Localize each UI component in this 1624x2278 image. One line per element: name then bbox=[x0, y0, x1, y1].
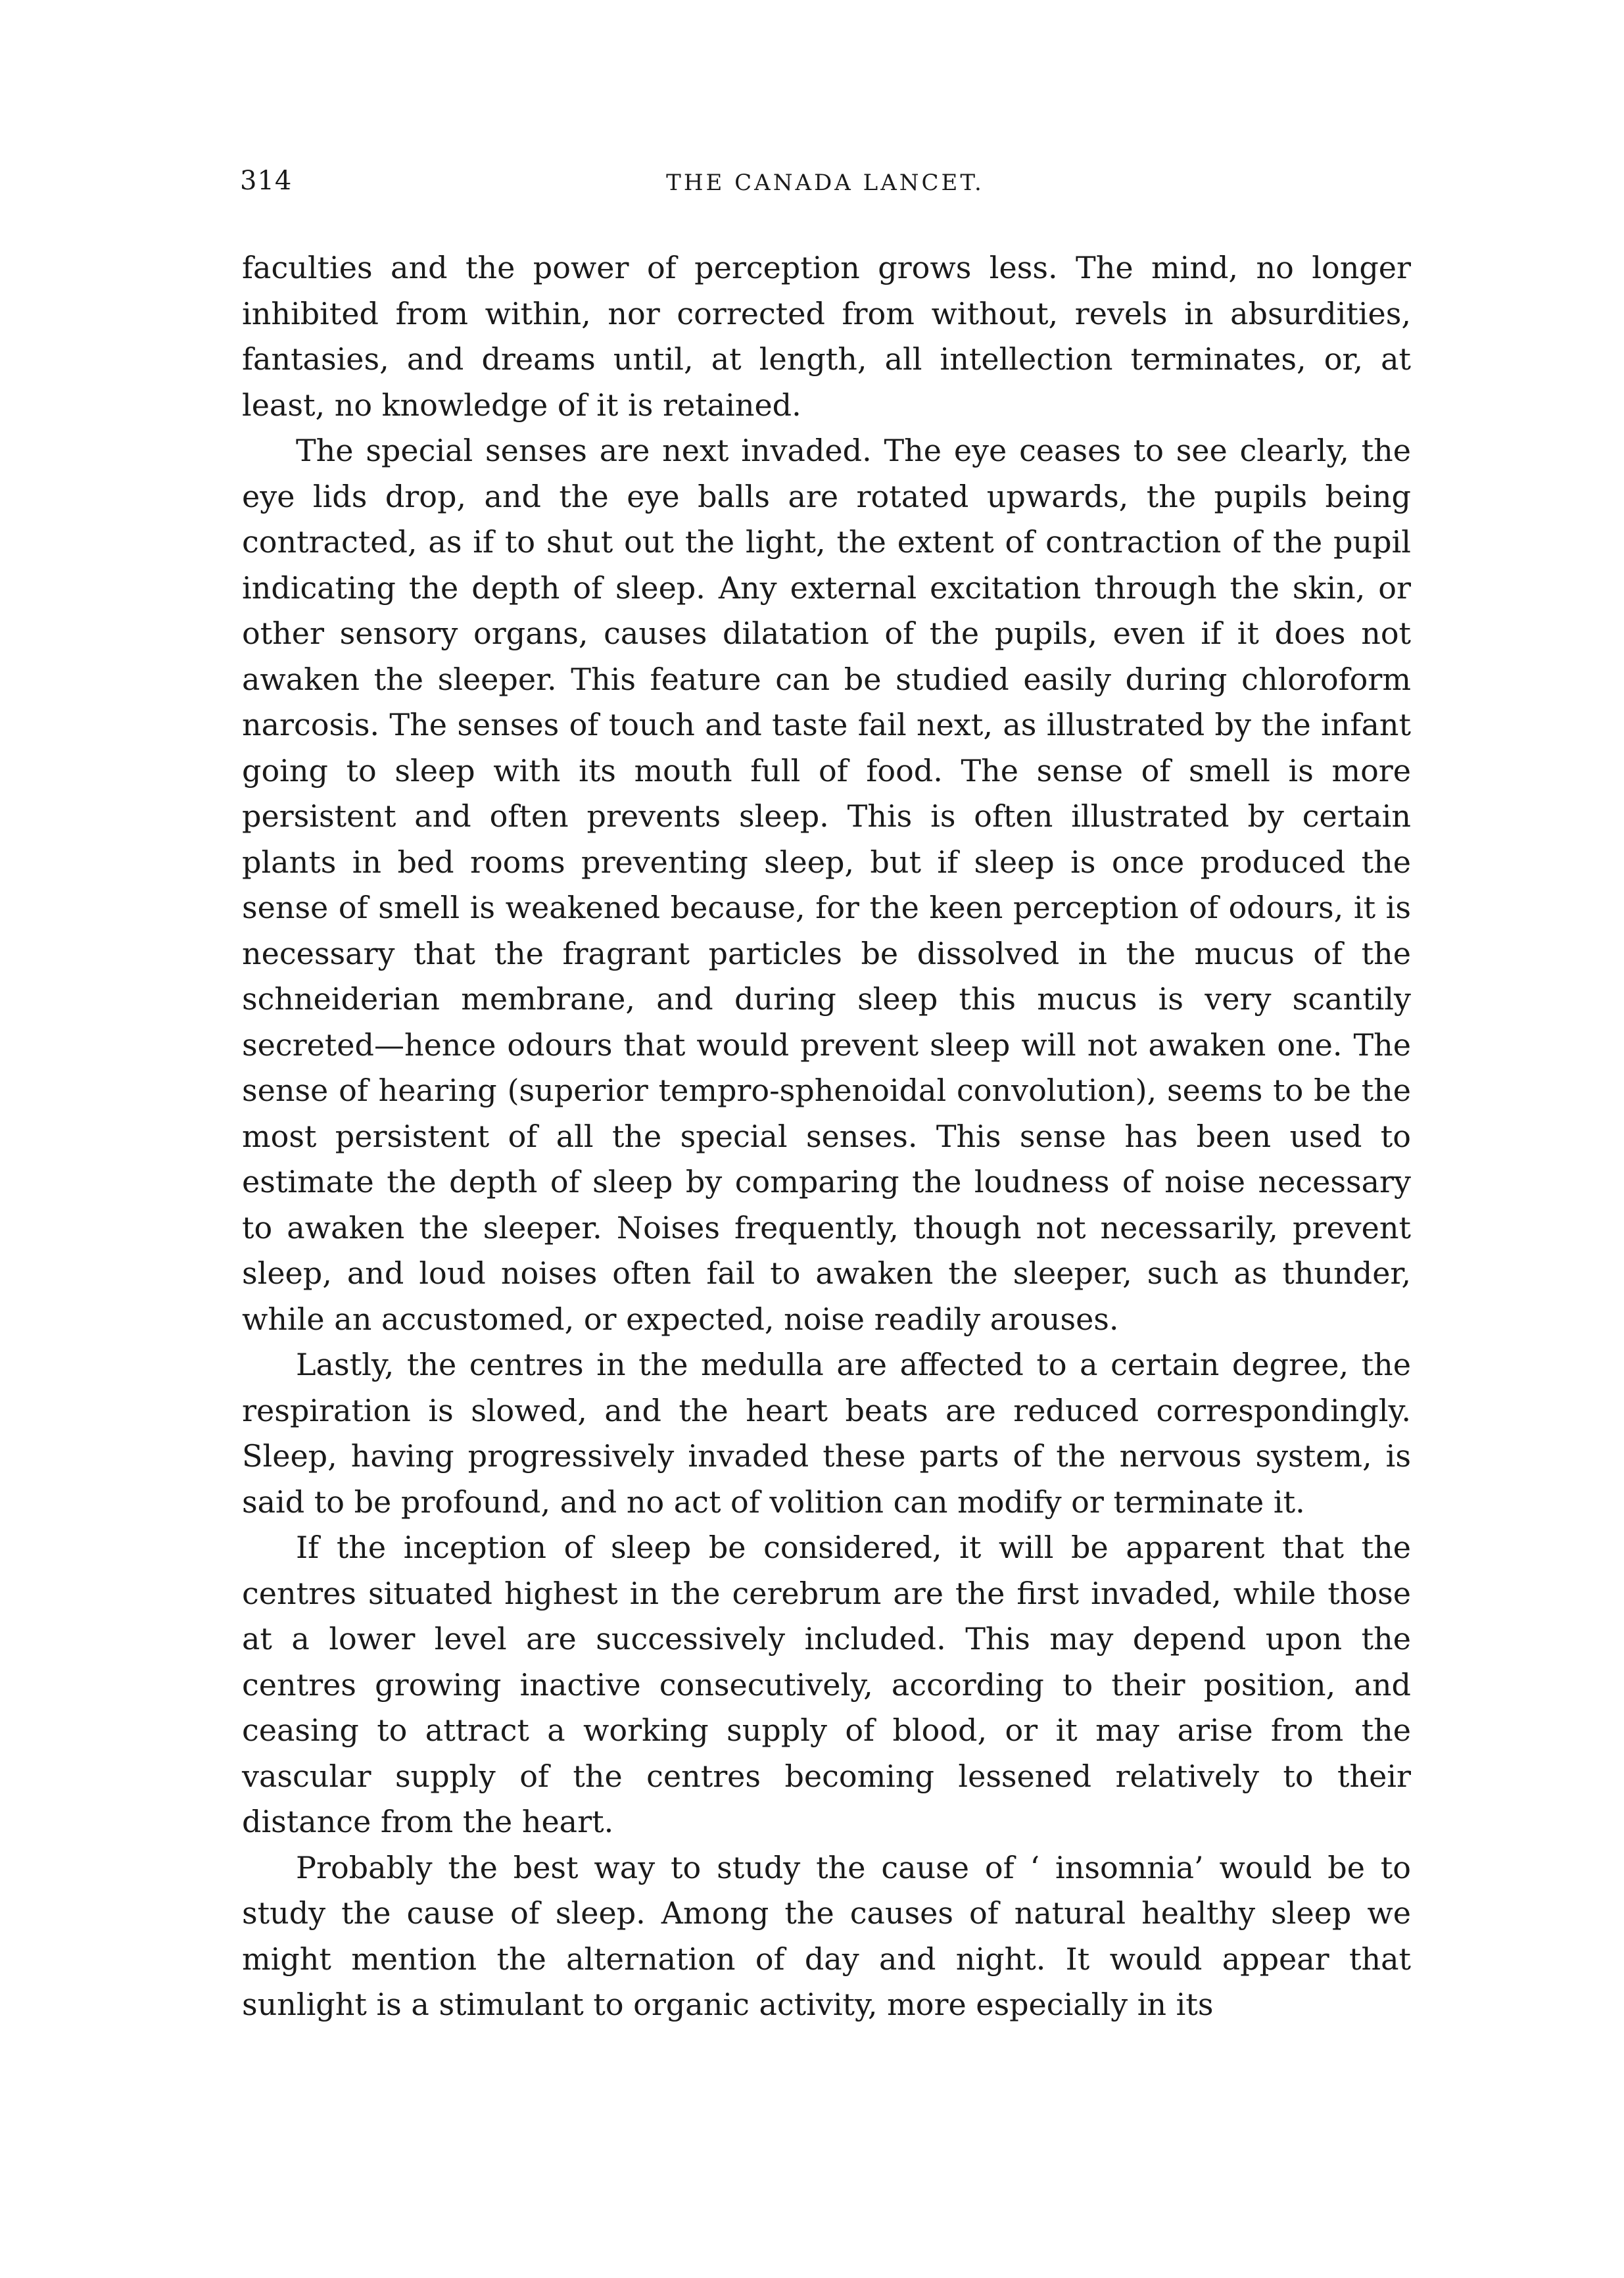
paragraph: faculties and the power of perception grows less. The mind, no longer inhibited from within, nor corrected from without, revels in absurdities, fantasies, and dreams until, at length, all intellection terminates, or, at least, no knowledge of it is retained. bbox=[242, 250, 1411, 423]
running-title: THE CANADA LANCET. bbox=[666, 170, 984, 196]
page-number: 314 bbox=[240, 166, 293, 196]
paragraph: Probably the best way to study the cause of ‘ insomnia’ would be to study the cause of sleep. Among the causes of natural healthy sleep we might mention the alternation of day and night. It would appear that sunlight is a stimulant to organic activity, more especially in its bbox=[242, 1849, 1411, 2022]
paragraph: If the inception of sleep be considered, it will be apparent that the centres situated highest in the cerebrum are the first invaded, while those at a lower level are successively included. This may depend upon the centres growing inactive consecutively, according to their position, and ceasing to attract a working supply of blood, or it may arise from the vascular supply of the centres becoming lessened relatively to their distance from the heart. bbox=[242, 1530, 1411, 1839]
paragraph: Lastly, the centres in the medulla are affected to a certain degree, the respiration is slowed, and the heart beats are reduced correspondingly. Sleep, having progressively invaded these parts of the nervous system, is said to be profound, and no act of volition can modify or terminate it. bbox=[242, 1347, 1411, 1520]
paragraph: The special senses are next invaded. The eye ceases to see clearly, the eye lids drop, and the eye balls are rotated upwards, the pupils being contracted, as if to shut out the light, the extent of contraction of the pupil indicating the depth of sleep. Any external excitation through the skin, or other sensory organs, causes dilatation of the pupils, even if it does not awaken the sleeper. This feature can be studied easily during chloroform narcosis. The senses of touch and taste fail next, as illustrated by the infant going to sleep with its mouth full of food. The sense of smell is more persistent and often prevents sleep. This is often illustrated by certain plants in bed rooms preventing sleep, but if sleep is once produced the sense of smell is weakened because, for the keen perception of odours, it is necessary that the fragrant particles be dissolved in the mucus of the schneiderian membrane, and during sleep this mucus is very scantily secreted—hence odours that would prevent sleep will not awaken one. The sense of hearing (superior tempro-sphenoidal convolution), seems to be the most persistent of all the special senses. This sense has been used to estimate the depth of sleep by comparing the loudness of noise necessary to awaken the sleeper. Noises frequently, though not necessarily, prevent sleep, and loud noises often fail to awaken the sleeper, such as thunder, while an accustomed, or expected, noise readily arouses. bbox=[242, 433, 1411, 1337]
body-text bbox=[242, 245, 1411, 2028]
page-header bbox=[240, 166, 1410, 212]
